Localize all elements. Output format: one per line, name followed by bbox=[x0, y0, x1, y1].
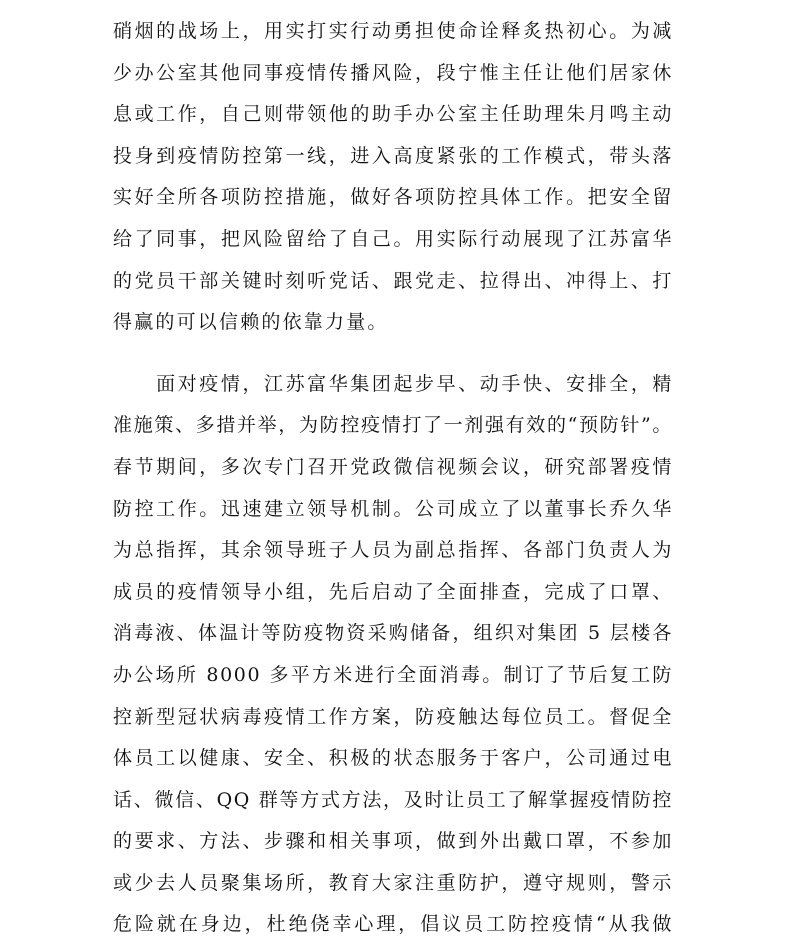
text-line: 防控工作。迅速建立领导机制。公司成立了以董事长乔久华 bbox=[113, 497, 673, 520]
text-line: 硝烟的战场上，用实打实行动勇担使命诠释炙热初心。为减 bbox=[113, 20, 673, 42]
text-line: 少办公室其他同事疫情传播风险，段宁惟主任让他们居家休 bbox=[113, 61, 673, 84]
text-line: 息或工作，自己则带领他的助手办公室主任助理朱月鸣主动 bbox=[113, 103, 673, 126]
text-line: 话、微信、QQ 群等方式方法，及时让员工了解掌握疫情防控 bbox=[113, 788, 673, 811]
document-page bbox=[113, 11, 673, 946]
text-line: 体员工以健康、安全、积极的状态服务于客户，公司通过电 bbox=[113, 747, 673, 770]
paragraph-1 bbox=[113, 11, 673, 344]
text-line: 危险就在身边，杜绝侥幸心理，倡议员工防控疫情“从我做 bbox=[113, 913, 673, 936]
paragraph-spacer bbox=[113, 344, 673, 364]
text-line: 控新型冠状病毒疫情工作方案，防疫触达每位员工。督促全 bbox=[113, 705, 673, 728]
text-line: 准施策、多措并举，为防控疫情打了一剂强有效的“预防针”。 bbox=[113, 414, 673, 437]
text-line: 面对疫情，江苏富华集团起步早、动手快、安排全，精 bbox=[113, 372, 673, 395]
text-line: 成员的疫情领导小组，先后启动了全面排查，完成了口罩、 bbox=[113, 580, 673, 603]
text-line: 给了同事，把风险留给了自己。用实际行动展现了江苏富华 bbox=[113, 227, 673, 250]
text-line: 投身到疫情防控第一线，进入高度紧张的工作模式，带头落 bbox=[113, 144, 673, 167]
text-line: 得赢的可以信赖的依靠力量。 bbox=[113, 311, 389, 334]
text-line: 为总指挥，其余领导班子人员为副总指挥、各部门负责人为 bbox=[113, 539, 673, 562]
text-line: 实好全所各项防控措施，做好各项防控具体工作。把安全留 bbox=[113, 186, 673, 209]
text-line: 办公场所 8000 多平方米进行全面消毒。制订了节后复工防 bbox=[113, 663, 673, 686]
text-line: 或少去人员聚集场所，教育大家注重防护，遵守规则，警示 bbox=[113, 871, 673, 894]
text-line: 消毒液、体温计等防疫物资采购储备，组织对集团 5 层楼各 bbox=[113, 622, 673, 645]
text-line: 春节期间，多次专门召开党政微信视频会议，研究部署疫情 bbox=[113, 455, 673, 478]
text-line: 的党员干部关键时刻听党话、跟党走、拉得出、冲得上、打 bbox=[113, 269, 673, 292]
paragraph-2 bbox=[113, 364, 673, 946]
text-line: 的要求、方法、步骤和相关事项，做到外出戴口罩，不参加 bbox=[113, 830, 673, 853]
